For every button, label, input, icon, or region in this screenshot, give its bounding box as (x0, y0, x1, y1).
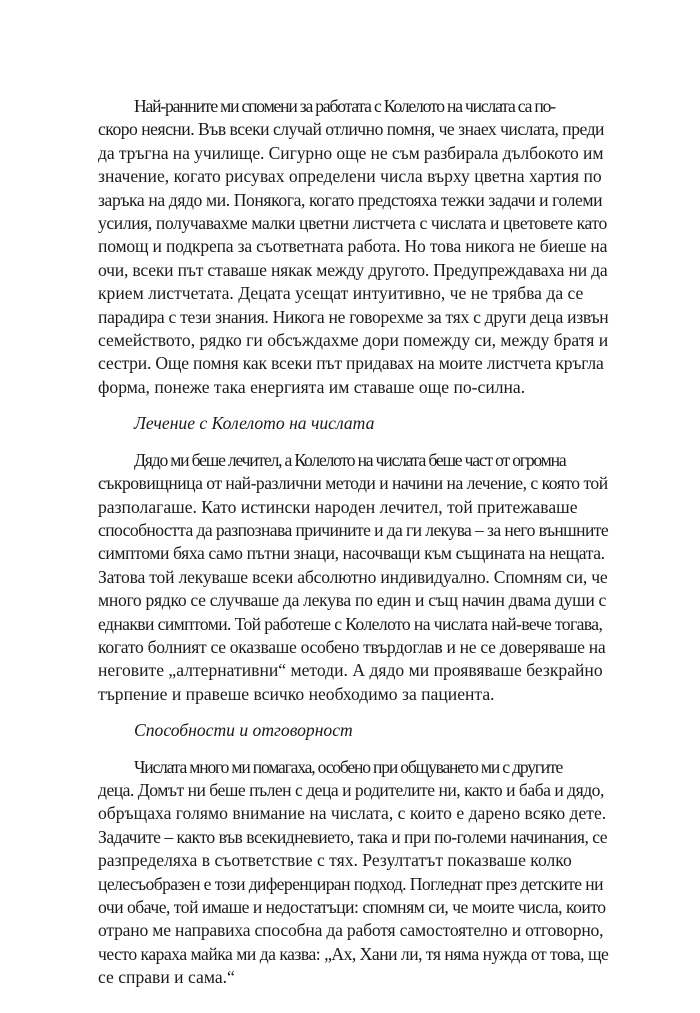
text-line: Задачите – както във всекидневието, така и при по-големи начинания, се (98, 826, 608, 847)
text-line: семейството, рядко ги обсъждахме дори помежду си, между братя и (98, 330, 609, 351)
text-line: Дядо ми беше лечител, а Колелото на числата беше част от огромна (134, 449, 566, 470)
text-line: способността да разпознава причините и да ги лекува – за него външните (98, 519, 609, 540)
text-line: често караха майка ми да казва: „Ах, Хани ли, тя няма нужда от това, ще (98, 943, 609, 964)
paragraph-2 (98, 449, 608, 706)
text-line: симптоми бяха само пътни знаци, насочващи към същината на нещата. (98, 543, 605, 564)
text-line: форма, понеже така енергията им ставаше още по-силна. (98, 376, 526, 397)
text-line: еднакви симптоми. Той работеше с Колелото на числата най-вече тогава, (98, 613, 603, 634)
text-line: крием листчетата. Децата усещат интуитивно, че не трябва да се (98, 283, 584, 304)
paragraph-3 (98, 756, 608, 990)
page-content (98, 95, 608, 990)
text-line: помощ и подкрепа за съответната работа. Но това никога не биеше на (98, 236, 608, 257)
text-line: когато болният се оказваше особено твърдоглав и не се доверяваше на (98, 636, 606, 657)
paragraph-1 (98, 95, 608, 399)
text-line: парадира с тези знания. Никога не говорехме за тях с други деца извън (98, 306, 609, 327)
text-line: значение, когато рисувах определени числа върху цветна хартия по (98, 166, 602, 187)
text-line: целесъобразен е този диференциран подход. Погледнат през детските ни (98, 873, 603, 894)
text-line: разпределяха в съответствие с тях. Резултатът показваше колко (98, 850, 572, 871)
text-line: разполагаше. Като истински народен лечител, той притежаваше (98, 496, 578, 517)
text-line: очи обаче, той имаше и недостатъци: спомням си, че моите числа, които (98, 897, 606, 917)
text-line: скоро неясни. Във всеки случай отлично помня, че знаех числата, преди (98, 119, 604, 140)
text-line: деца. Домът ни беше пълен с деца и родителите ни, както и баба и дядо, (98, 779, 604, 800)
text-line: Числата много ми помагаха, особено при общуването ми с другите (134, 756, 563, 777)
text-line: заръка на дядо ми. Понякога, когато предстояха тежки задачи и големи (98, 189, 603, 210)
text-line: очи, всеки път ставаше някак между другото. Предупреждаваха ни да (98, 259, 608, 280)
text-line: се справи и сама.“ (98, 967, 235, 988)
text-line: Затова той лекуваше всеки абсолютно индивидуално. Спомням си, че (98, 566, 608, 587)
text-line: много рядко се случваше да лекува по един и същ начин двама души с (98, 590, 607, 611)
section-heading: Лечение с Колелото на числата (134, 413, 375, 434)
text-line: Най-ранните ми спомени за работата с Колелото на числата са по- (134, 96, 555, 116)
text-line: търпение и правеше всичко необходимо за пациента. (98, 683, 495, 704)
text-line: усилия, получавахме малки цветни листчета с числата и цветовете като (98, 213, 607, 234)
text-line: неговите „алтернативни“ методи. А дядо ми проявяваше безкрайно (98, 660, 603, 681)
text-line: сестри. Още помня как всеки път придавах на моите листчета кръгла (98, 353, 604, 374)
text-line: обръщаха голямо внимание на числата, с които е дарено всяко дете. (98, 803, 607, 824)
section-heading: Способности и отговорност (134, 720, 353, 741)
text-line: да тръгна на училище. Сигурно още не съм разбирала дълбокото им (98, 142, 604, 163)
text-line: отрано ме направиха способна да работя самостоятелно и отговорно, (98, 920, 604, 941)
text-line: съкровищница от най-различни методи и начини на лечение, с която той (98, 473, 608, 494)
